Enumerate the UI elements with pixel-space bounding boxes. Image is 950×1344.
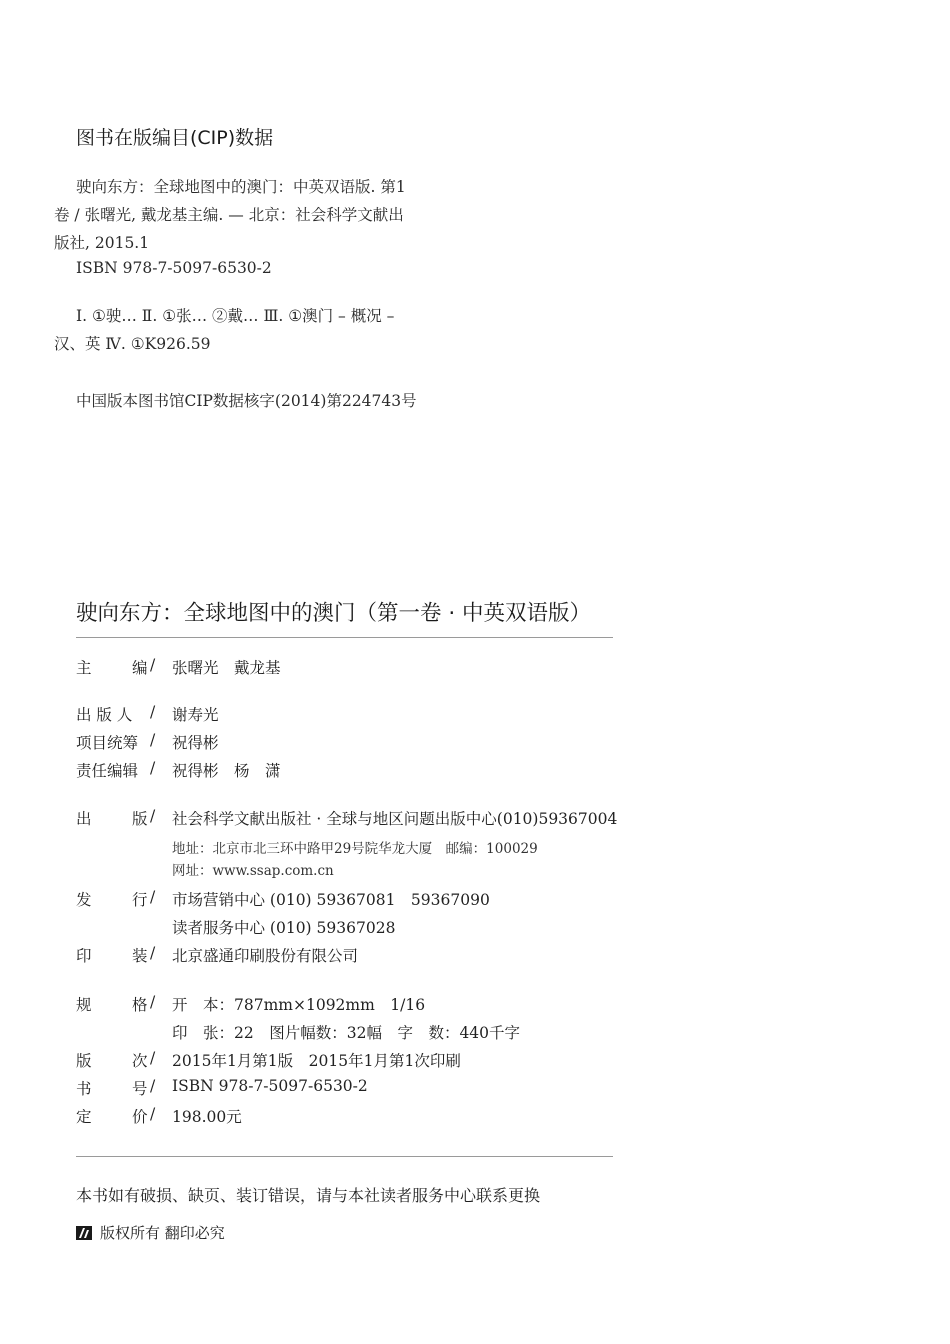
cip-classification: 汉、英 Ⅳ. ①K926.59 [54,335,211,353]
responsible-editor-value: 祝得彬 杨 潇 [172,762,281,780]
print-value: 北京盛通印刷股份有限公司 [172,947,359,965]
divider [76,637,613,638]
specs-value: 开 本：787mm×1092mm 1/16 [172,996,426,1014]
edition-value: 2015年1月第1版 2015年1月第1次印刷 [172,1052,461,1070]
editors-value: 张曙光 戴龙基 [172,659,281,677]
cip-line: 版社, 2015.1 [54,234,150,252]
cip-classification: Ⅰ. ①驶… Ⅱ. ①张… ②戴… Ⅲ. ①澳门 – 概况 – [76,307,395,325]
specs-value: 印 张：22 图片幅数：32幅 字 数：440千字 [172,1024,521,1042]
publisher-address: 地址：北京市北三环中路甲29号院华龙大厦 邮编：100029 [172,841,538,857]
project-value: 祝得彬 [172,734,219,752]
publish-value: 社会科学文献出版社 · 全球与地区问题出版中心(010)59367004 [172,810,618,828]
publisher-logo-icon [76,1226,92,1240]
price-value: 198.00元 [172,1108,242,1126]
publisher-website: 网址：www.ssap.com.cn [172,863,334,879]
cip-record-number: 中国版本图书馆CIP数据核字(2014)第224743号 [76,392,417,410]
cip-isbn: ISBN 978-7-5097-6530-2 [76,259,272,277]
publisher-person-value: 谢寿光 [172,706,219,724]
cip-line: 驶向东方：全球地图中的澳门：中英双语版. 第1 [76,178,406,196]
cip-line: 卷 / 张曙光, 戴龙基主编. — 北京：社会科学文献出 [54,206,404,224]
distribute-value: 读者服务中心 (010) 59367028 [172,919,396,937]
damage-notice: 本书如有破损、缺页、装订错误，请与本社读者服务中心联系更换 [76,1186,541,1205]
cip-heading: 图书在版编目(CIP)数据 [76,127,274,149]
copyright-text: 版权所有 翻印必究 [100,1224,225,1242]
isbn-value: ISBN 978-7-5097-6530-2 [172,1077,368,1095]
copyright-line [76,1222,225,1243]
distribute-value: 市场营销中心 (010) 59367081 59367090 [172,891,490,909]
book-title: 驶向东方：全球地图中的澳门（第一卷 · 中英双语版） [76,601,592,626]
divider [76,1156,613,1157]
